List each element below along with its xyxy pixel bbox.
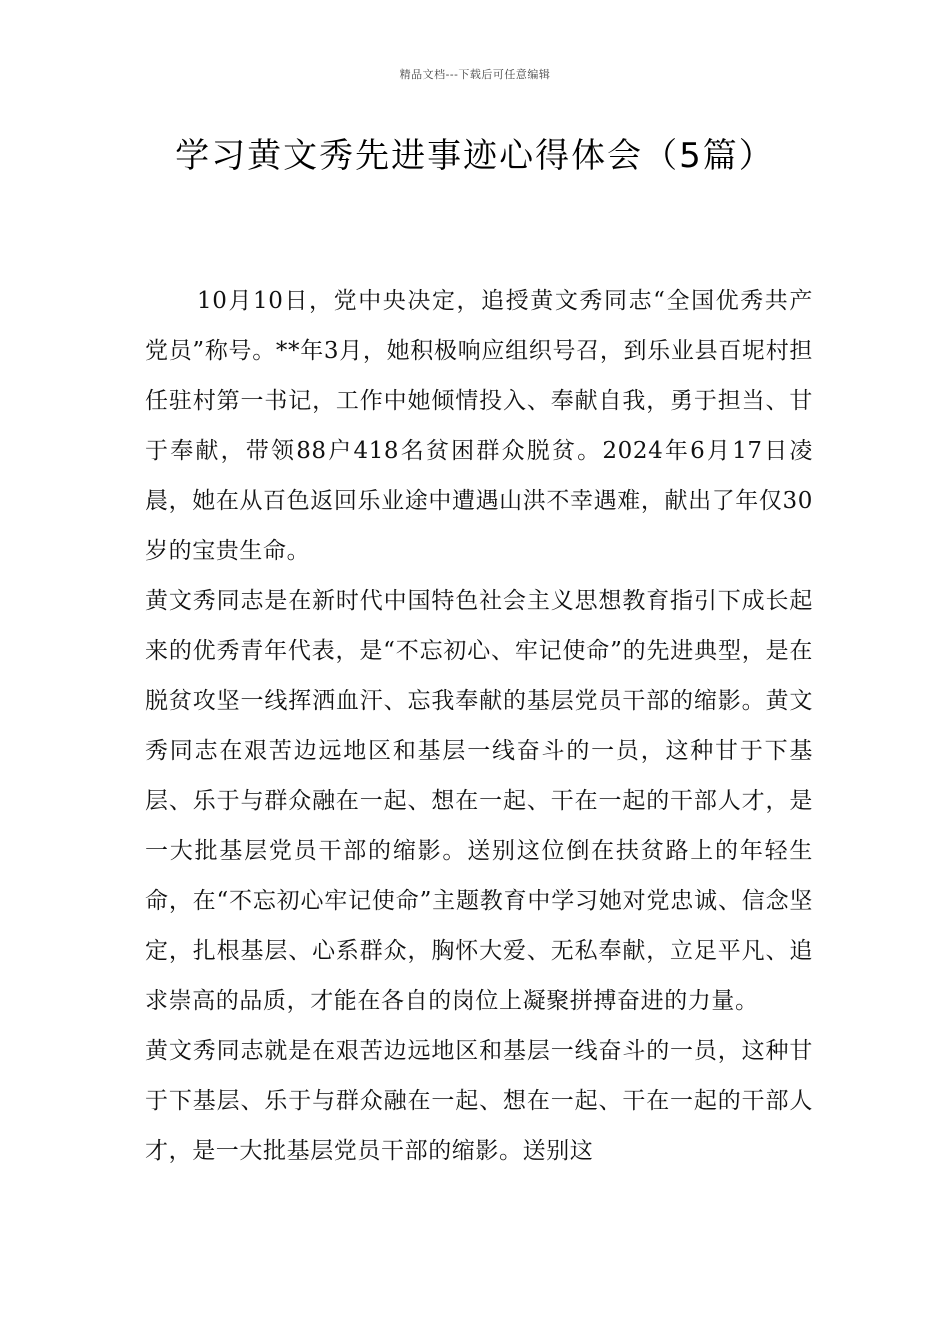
document-title: 学习黄文秀先进事迹心得体会（5篇） — [175, 136, 775, 176]
document-body — [145, 276, 813, 1176]
page-header-note: 精品文档---下载后可任意编辑 — [399, 68, 551, 81]
paragraph-2: 黄文秀同志是在新时代中国特色社会主义思想教育指引下成长起来的优秀青年代表，是“不忘初心、牢记使命”的先进典型，是在脱贫攻坚一线挥洒血汗、忘我奉献的基层党员干部的缩影。黄文秀同志在艰苦边远地区和基层一线奋斗的一员，这种甘于下基层、乐于与群众融在一起、想在一起、干在一起的干部人才，是一大批基层党员干部的缩影。送别这位倒在扶贫路上的年轻生命，在“不忘初心牢记使命”主题教育中学习她对党忠诚、信念坚定，扎根基层、心系群众，胸怀大爱、无私奉献，立足平凡、追求崇高的品质，才能在各自的岗位上凝聚拼搏奋进的力量。 — [145, 588, 813, 1014]
paragraph-1: 10月10日，党中央决定，追授黄文秀同志“全国优秀共产党员”称号。**年3月，她积极响应组织号召，到乐业县百坭村担任驻村第一书记，工作中她倾情投入、奉献自我，勇于担当、甘于奉献，带领88户418名贫困群众脱贫。2024年6月17日凌晨，她在从百色返回乐业途中遭遇山洪不幸遇难，献出了年仅30岁的宝贵生命。 — [145, 288, 813, 564]
paragraph-3: 黄文秀同志就是在艰苦边远地区和基层一线奋斗的一员，这种甘于下基层、乐于与群众融在一起、想在一起、干在一起的干部人才，是一大批基层党员干部的缩影。送别这 — [145, 1038, 813, 1164]
